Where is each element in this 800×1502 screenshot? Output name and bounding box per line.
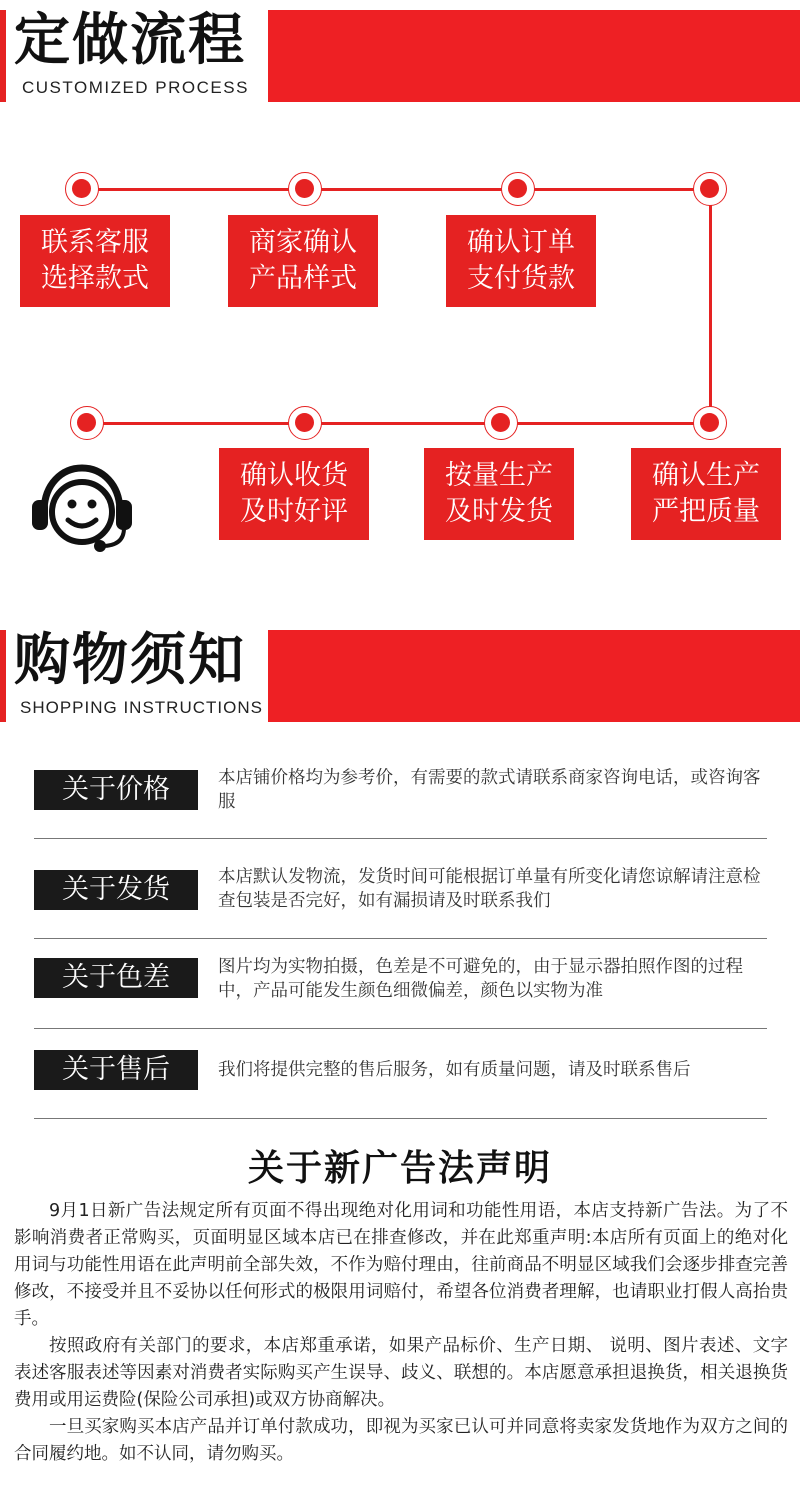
- step-line-2: 选择款式: [41, 263, 149, 294]
- flow-line-bottom: [86, 422, 711, 425]
- notice-text: 我们将提供完整的售后服务，如有质量问题，请及时联系售后: [218, 1060, 691, 1080]
- process-step-2: [228, 215, 378, 307]
- divider: [34, 1118, 767, 1119]
- notice-label: 关于色差: [34, 958, 198, 998]
- section-header-process: [0, 0, 800, 100]
- notice-label: 关于售后: [34, 1050, 198, 1090]
- notice-label: 关于发货: [34, 870, 198, 910]
- customer-service-headset-icon: [26, 460, 138, 554]
- step-line-2: 及时好评: [240, 496, 348, 527]
- step-line-2: 产品样式: [249, 263, 357, 294]
- header-accent-bar: [0, 10, 6, 102]
- process-step-5: [424, 448, 574, 540]
- step-line-2: 及时发货: [445, 496, 553, 527]
- notice-text: 本店铺价格均为参考价，有需要的款式请联系商家咨询电话，或咨询客服: [218, 768, 761, 812]
- divider: [34, 1028, 767, 1029]
- flow-line-right: [709, 188, 712, 423]
- declaration-paragraph: 按照政府有关部门的要求，本店郑重承诺，如果产品标价、生产日期、 说明、图片表述、文字表述客服表述等因素对消费者实际购买产生误导、歧义、联想的。本店愿意承担退换货，相关退换货费用或用运费险(保险公司承担)或双方协商解决。: [14, 1336, 788, 1410]
- flow-node: [693, 406, 727, 440]
- section-subtitle: CUSTOMIZED PROCESS: [22, 78, 249, 97]
- notice-text: 本店默认发物流，发货时间可能根据订单量有所变化请您谅解请注意检查包装是否完好，如有漏损请及时联系我们: [218, 867, 761, 911]
- divider: [34, 838, 767, 839]
- step-line-1: 确认收货: [240, 460, 348, 491]
- process-step-6: [631, 448, 781, 540]
- section-header-shopping: [0, 620, 800, 720]
- process-step-1: [20, 215, 170, 307]
- process-step-4: [219, 448, 369, 540]
- step-line-1: 按量生产: [445, 460, 553, 491]
- flow-node: [70, 406, 104, 440]
- step-line-1: 商家确认: [249, 227, 357, 258]
- section-title: 购物须知: [14, 628, 246, 693]
- notice-text: 图片均为实物拍摄，色差是不可避免的，由于显示器拍照作图的过程中，产品可能发生颜色细微偏差，颜色以实物为准: [218, 957, 743, 1001]
- declaration-body: [14, 1198, 788, 1468]
- section-title: 定做流程: [14, 8, 246, 73]
- header-red-banner: [268, 10, 800, 102]
- declaration-paragraph: 一旦买家购买本店产品并订单付款成功，即视为买家已认可并同意将卖家发货地作为双方之间的合同履约地。如不认同，请勿购买。: [14, 1417, 788, 1464]
- flow-node: [484, 406, 518, 440]
- flow-node: [65, 172, 99, 206]
- process-step-3: [446, 215, 596, 307]
- flow-node: [288, 406, 322, 440]
- flow-node: [501, 172, 535, 206]
- declaration-paragraph: 9月1日新广告法规定所有页面不得出现绝对化用词和功能性用语，本店支持新广告法。为了不影响消费者正常购买，页面明显区域本店已在排查修改，并在此郑重声明:本店所有页面上的绝对化用词与功能性用语在此声明前全部失效，不作为赔付理由，往前商品不明显区域我们会逐步排查完善修改，不接受并且不妥协以任何形式的极限用词赔付，希望各位消费者理解，也请职业打假人高抬贵手。: [14, 1201, 788, 1329]
- divider: [34, 938, 767, 939]
- header-red-banner: [268, 630, 800, 722]
- step-line-1: 联系客服: [41, 227, 149, 258]
- declaration-title: 关于新广告法声明: [247, 1148, 552, 1189]
- header-accent-bar: [0, 630, 6, 722]
- section-subtitle: SHOPPING INSTRUCTIONS: [20, 698, 263, 717]
- flow-line-top: [82, 188, 711, 191]
- flow-node: [288, 172, 322, 206]
- notice-label: 关于价格: [34, 770, 198, 810]
- step-line-2: 支付货款: [467, 263, 575, 294]
- step-line-1: 确认生产: [652, 460, 760, 491]
- flow-node: [693, 172, 727, 206]
- step-line-2: 严把质量: [652, 496, 760, 527]
- step-line-1: 确认订单: [467, 227, 575, 258]
